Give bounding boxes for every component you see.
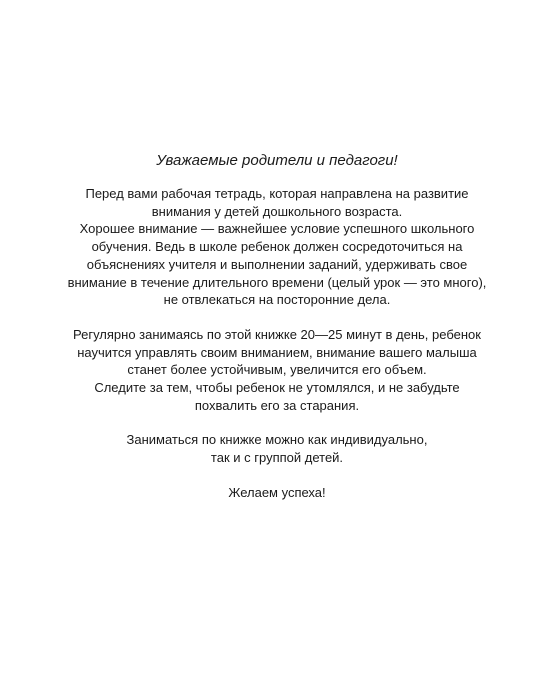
usage-paragraph [0,431,554,466]
text-line: обучения. Ведь в школе ребенок должен сосредоточиться на [91,239,463,255]
text-line: Желаем успеха! [228,485,326,500]
text-line: Следите за тем, чтобы ребенок не утомлялся, и не забудьте [94,380,460,396]
page-heading: Уважаемые родители и педагоги! [156,152,398,169]
practice-paragraph [0,326,554,415]
text-line: внимания у детей дошкольного возраста. [151,203,403,219]
intro-paragraph [0,185,554,309]
text-line: Хорошее внимание — важнейшее условие успешного школьного [79,221,475,237]
text-line: похвалить его за старания. [194,397,360,413]
text-line: не отвлекаться на посторонние дела. [163,292,391,308]
text-line: Регулярно занимаясь по этой книжке 20—25 минут в день, ребенок [73,327,481,342]
text-line: станет более устойчивым, увеличится его объем. [127,362,427,378]
closing-paragraph [0,484,554,502]
text-line: Заниматься по книжке можно как индивидуально, [126,432,428,447]
text-line: научится управлять своим вниманием, внимание вашего малыша [77,344,477,360]
text-line: внимание в течение длительного времени (целый урок — это много), [67,274,487,290]
text-line: Перед вами рабочая тетрадь, которая направлена на развитие [85,186,469,201]
text-line: так и с группой детей. [210,449,344,465]
text-line: объяснениях учителя и выполнении заданий, удерживать свое [86,256,468,272]
